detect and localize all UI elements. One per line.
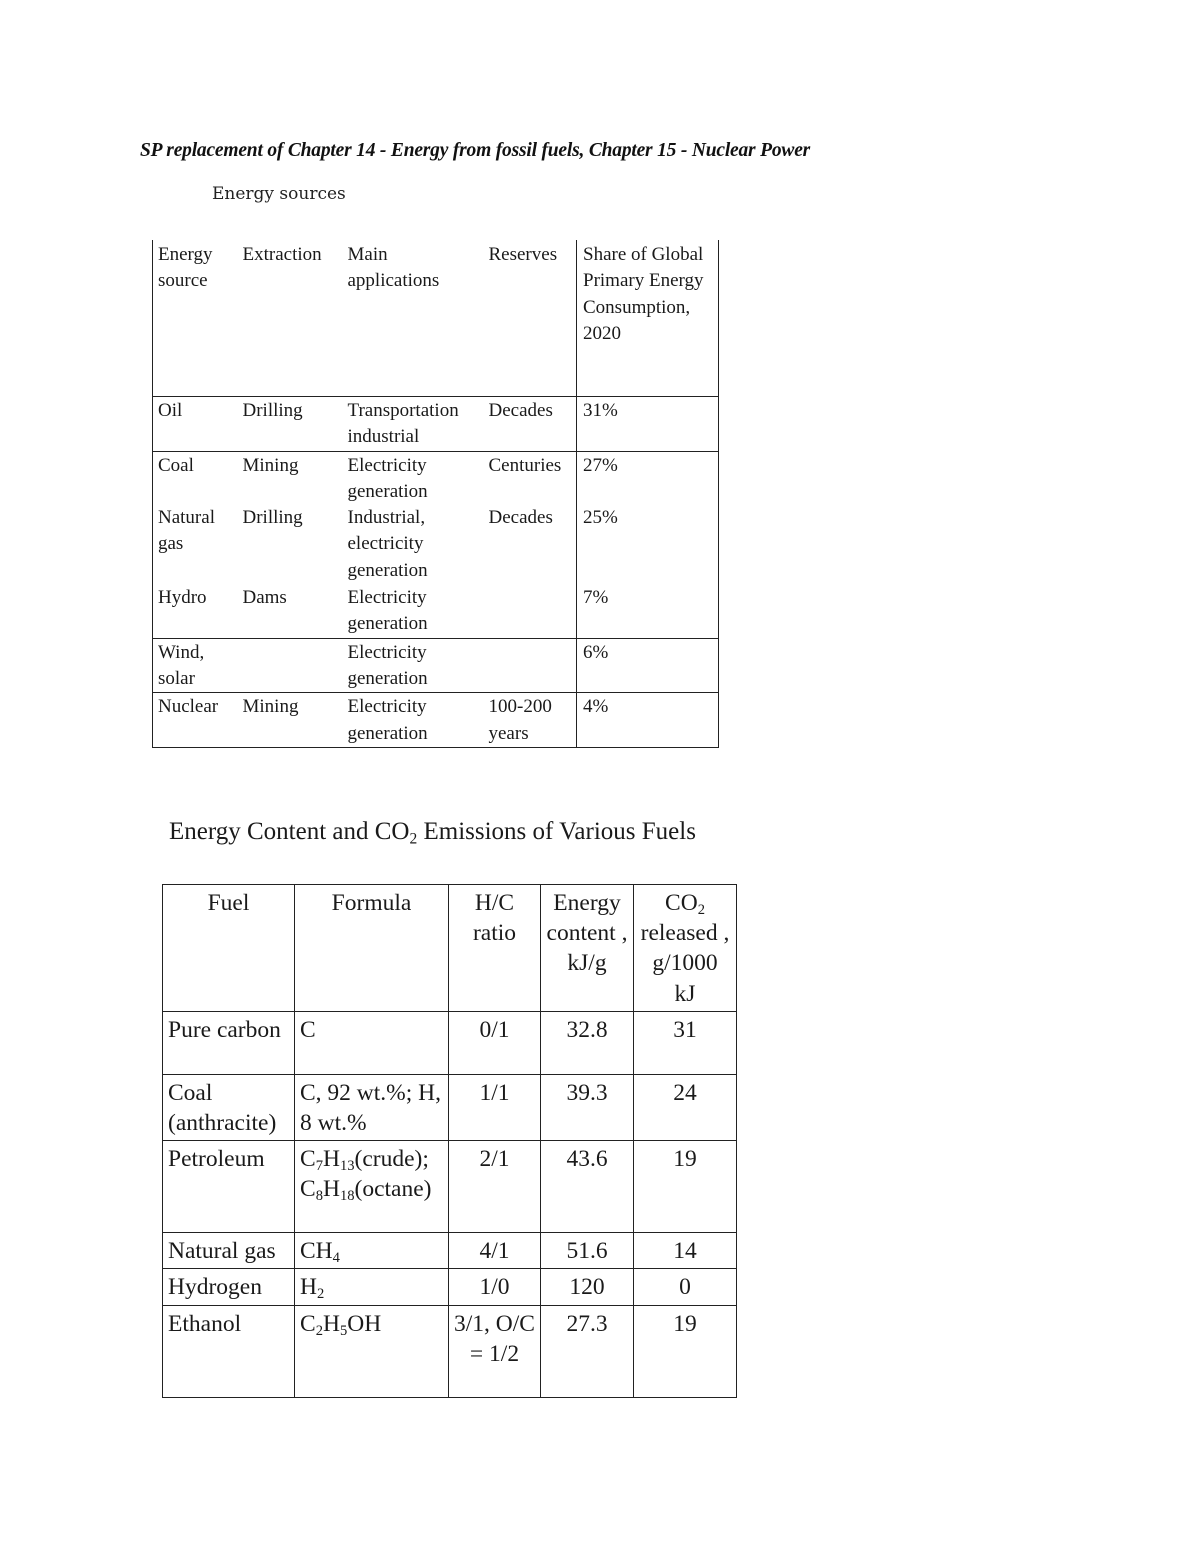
cell-energy: 120: [541, 1269, 634, 1305]
cell-formula: C: [295, 1011, 449, 1074]
cell-applications: Electricity generation: [347, 587, 428, 635]
table-row: [163, 1305, 737, 1397]
cell-extraction: Mining: [238, 451, 343, 505]
cell-share: 6%: [577, 638, 719, 693]
header-cell: Energy source: [153, 240, 238, 397]
cell-formula: $H_2$: [295, 1269, 449, 1305]
cell-energy: 51.6: [541, 1233, 634, 1269]
header-cell: Formula: [295, 885, 449, 1012]
cell-extraction: [238, 638, 343, 693]
table-row: [163, 1269, 737, 1305]
header-cell: Share of Global Primary Energy Consumption, 2020: [577, 240, 719, 397]
cell-formula: $C_2H_5OH$: [295, 1305, 449, 1397]
cell-extraction: Mining: [238, 693, 343, 748]
cell-fuel: Ethanol: [163, 1305, 295, 1397]
cell-fuel: Pure carbon: [163, 1011, 295, 1074]
cell-reserves: [484, 585, 577, 638]
document-title: SP replacement of Chapter 14 - Energy from fossil fuels, Chapter 15 - Nuclear Power: [140, 140, 811, 161]
cell-share: 31%: [577, 397, 719, 452]
table-header-row: [153, 240, 719, 397]
cell-energy: 27.3: [541, 1305, 634, 1397]
cell-source: Nuclear: [153, 693, 238, 748]
table-row: [153, 451, 719, 505]
section-heading: Energy Content and $CO_2$ Emissions of Various Fuels: [169, 818, 696, 848]
energy-sources-table: [152, 240, 719, 748]
cell-source: Wind, solar: [153, 638, 238, 693]
table-row: [153, 693, 719, 748]
cell-share: 27%: [577, 451, 719, 505]
fuel-energy-table: [162, 884, 737, 1398]
cell-fuel: Petroleum: [163, 1141, 295, 1233]
cell-applications: Industrial, electricity generation: [347, 507, 428, 581]
cell-formula: C, 92 wt.%; H, 8 wt.%: [295, 1074, 449, 1140]
header-cell: Main applications: [347, 244, 440, 292]
cell-share: 4%: [577, 693, 719, 748]
table-row: [153, 505, 719, 585]
cell-co2: 0: [634, 1269, 737, 1305]
cell-co2: 31: [634, 1011, 737, 1074]
header-cell: Fuel: [163, 885, 295, 1012]
header-cell: H/C ratio: [449, 885, 541, 1012]
cell-formula: $CH_4$: [295, 1233, 449, 1269]
cell-hc-ratio: 0/1: [449, 1011, 541, 1074]
cell-extraction: Drilling: [242, 507, 303, 529]
cell-source: Hydro: [153, 585, 238, 638]
cell-reserves: Centuries: [484, 451, 577, 505]
cell-applications: Electricity generation: [343, 451, 484, 505]
section-subtitle: Energy sources: [212, 184, 346, 204]
cell-reserves: [484, 638, 577, 693]
cell-co2: 24: [634, 1074, 737, 1140]
cell-reserves: 100-200 years: [484, 693, 577, 748]
cell-fuel: Coal (anthracite): [163, 1074, 295, 1140]
table-row: [153, 397, 719, 452]
header-cell: Reserves: [488, 244, 558, 265]
header-cell: $CO_2$ released , g/1000 kJ: [634, 885, 737, 1012]
table-row: [163, 1141, 737, 1233]
header-cell: Energy content , kJ/g: [541, 885, 634, 1012]
cell-hc-ratio: 2/1: [449, 1141, 541, 1233]
cell-energy: 32.8: [541, 1011, 634, 1074]
cell-formula: $C_7H_{13}(crude)$; $C_8H_{18}(octane)$: [295, 1141, 449, 1233]
cell-reserves: Decades: [488, 507, 553, 529]
cell-hc-ratio: 3/1, O/C = 1/2: [449, 1305, 541, 1397]
cell-fuel: Natural gas: [163, 1233, 295, 1269]
header-cell: Extraction: [242, 244, 322, 265]
cell-extraction: Dams: [242, 587, 287, 609]
cell-applications: Electricity generation: [343, 693, 484, 748]
cell-share: 7%: [577, 585, 719, 638]
cell-hc-ratio: 1/1: [449, 1074, 541, 1140]
table-row: [163, 1011, 737, 1074]
cell-source: Coal: [153, 451, 238, 505]
cell-co2: 19: [634, 1305, 737, 1397]
cell-co2: 19: [634, 1141, 737, 1233]
cell-source: Natural gas: [153, 505, 238, 585]
cell-energy: 39.3: [541, 1074, 634, 1140]
table-row: [153, 638, 719, 693]
cell-energy: 43.6: [541, 1141, 634, 1233]
table-header-row: [163, 885, 737, 1012]
table-row: [163, 1074, 737, 1140]
cell-hc-ratio: 4/1: [449, 1233, 541, 1269]
table-row: [163, 1233, 737, 1269]
cell-share: 25%: [577, 505, 719, 585]
cell-fuel: Hydrogen: [163, 1269, 295, 1305]
cell-co2: 14: [634, 1233, 737, 1269]
table-row: [153, 585, 719, 638]
cell-hc-ratio: 1/0: [449, 1269, 541, 1305]
cell-applications: Transportation industrial: [343, 397, 484, 452]
cell-applications: Electricity generation: [343, 638, 484, 693]
cell-source: Oil: [153, 397, 238, 452]
cell-extraction: Drilling: [238, 397, 343, 452]
cell-reserves: Decades: [484, 397, 577, 452]
